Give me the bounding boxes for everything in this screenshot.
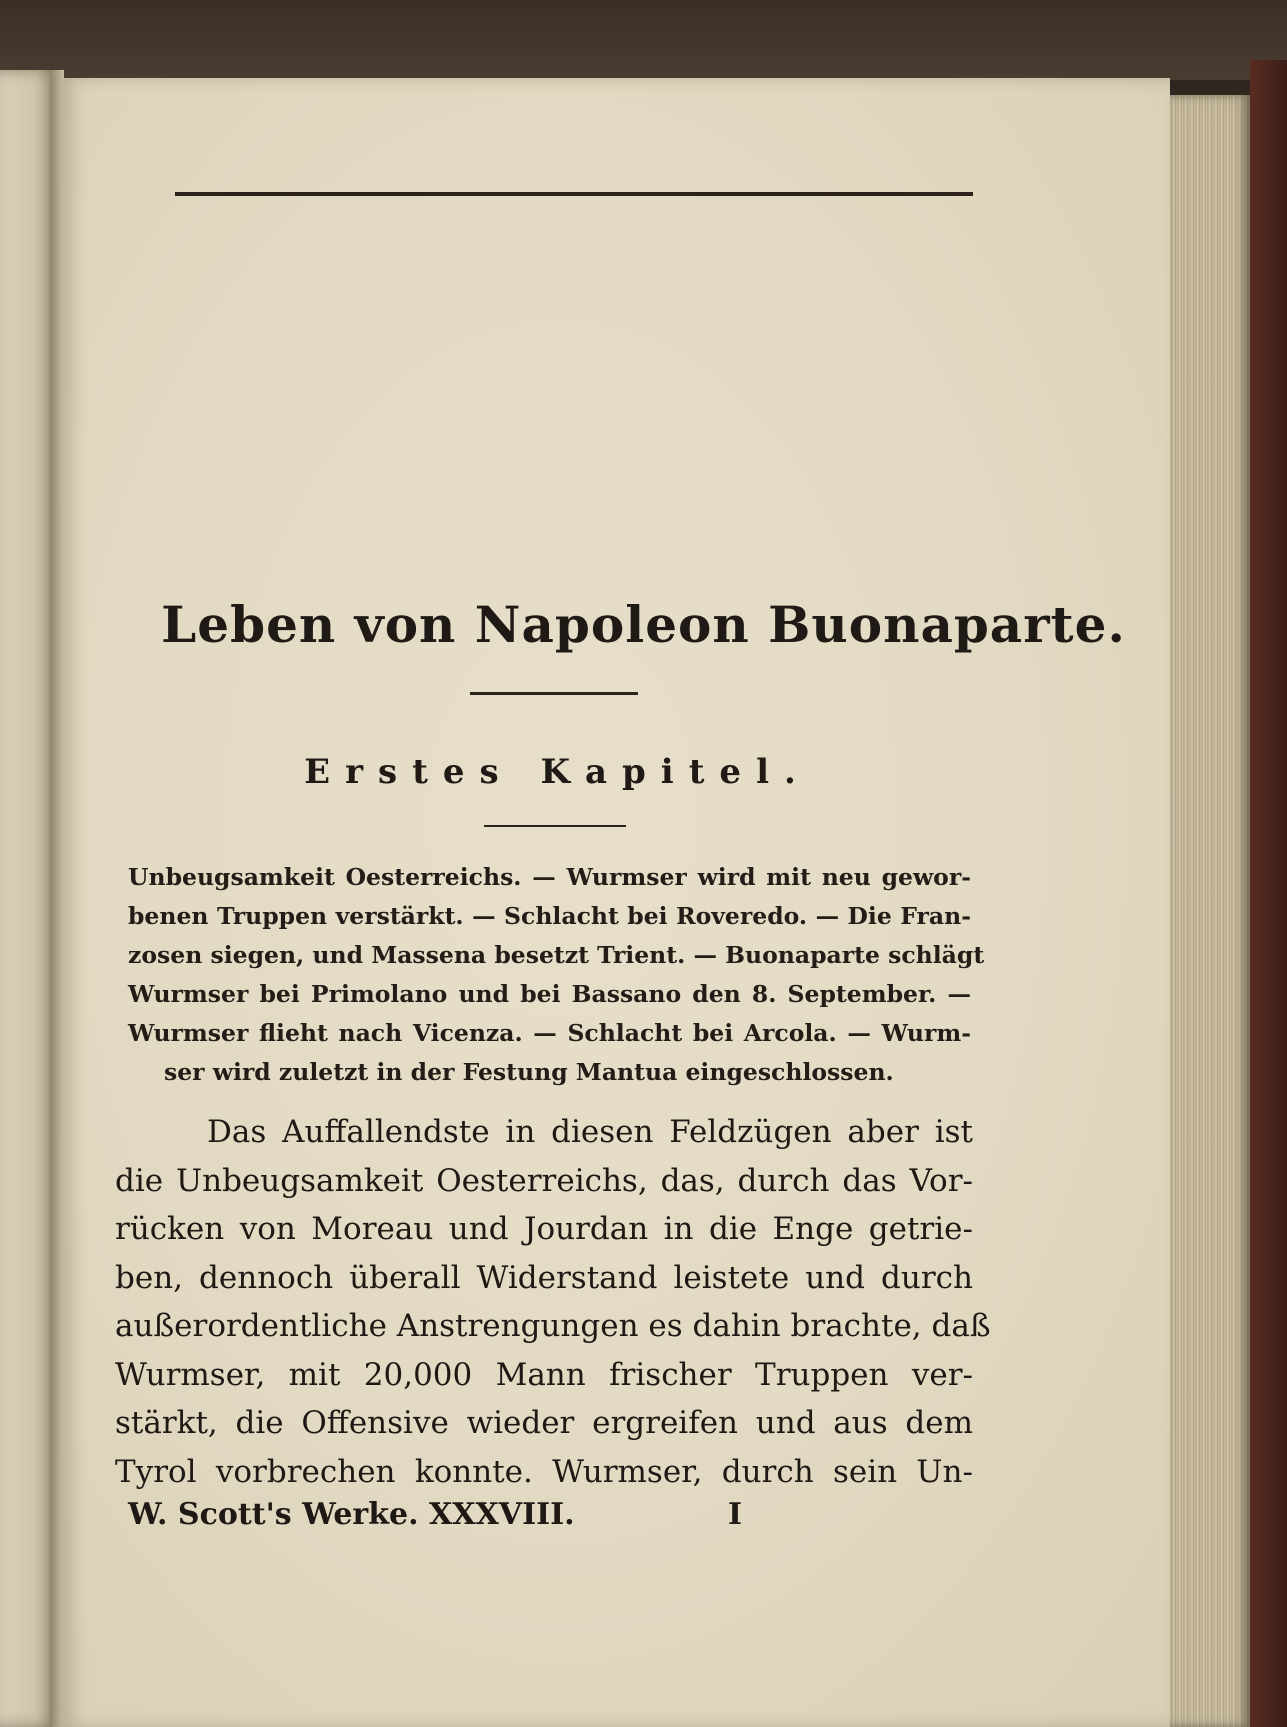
body-line: Wurmser, mit 20,000 Mann frischer Truppen ver- <box>115 1356 973 1393</box>
body-line: stärkt, die Offensive wieder ergreifen und aus dem <box>115 1405 973 1441</box>
body-line: ben, dennoch überall Widerstand leistete und durch <box>115 1259 973 1296</box>
chapter-heading: Erstes Kapitel. <box>304 752 811 792</box>
body-line: Das Auffallendste in diesen Feldzügen aber ist <box>207 1114 973 1150</box>
summary-line: Unbeugsamkeit Oesterreichs. — Wurmser wird mit neu gewor- <box>128 863 971 891</box>
chapter-divider <box>484 825 626 827</box>
page-edges <box>1170 95 1250 1727</box>
title-divider <box>470 692 638 695</box>
printer-signature: W. Scott's Werke. XXXVIII. <box>128 1497 575 1532</box>
top-rule <box>175 192 973 196</box>
book-cover-edge <box>1250 60 1287 1727</box>
summary-line: Wurmser flieht nach Vicenza. — Schlacht bei Arcola. — Wurm- <box>128 1019 971 1047</box>
summary-line: zosen siegen, und Massena besetzt Trient. — Buonaparte schlägt <box>128 941 985 969</box>
body-line: rücken von Moreau und Jourdan in die Enge getrie- <box>115 1211 973 1247</box>
body-line: die Unbeugsamkeit Oesterreichs, das, durch das Vor- <box>115 1162 973 1199</box>
page-title: Leben von Napoleon Buonaparte. <box>161 595 1126 654</box>
body-line: außerordentliche Anstrengungen es dahin brachte, daß <box>115 1308 991 1344</box>
summary-line: benen Truppen verstärkt. — Schlacht bei Roveredo. — Die Fran- <box>128 902 971 930</box>
summary-line: ser wird zuletzt in der Festung Mantua eingeschlossen. <box>164 1058 894 1086</box>
book-top-shadow <box>0 0 1287 80</box>
body-line: Tyrol vorbrechen konnte. Wurmser, durch sein Un- <box>115 1453 973 1490</box>
body-text <box>115 1108 991 1496</box>
summary-line: Wurmser bei Primolano und bei Bassano den 8. September. — <box>128 980 971 1008</box>
chapter-summary <box>128 858 985 1092</box>
signature-mark: I <box>728 1497 743 1532</box>
